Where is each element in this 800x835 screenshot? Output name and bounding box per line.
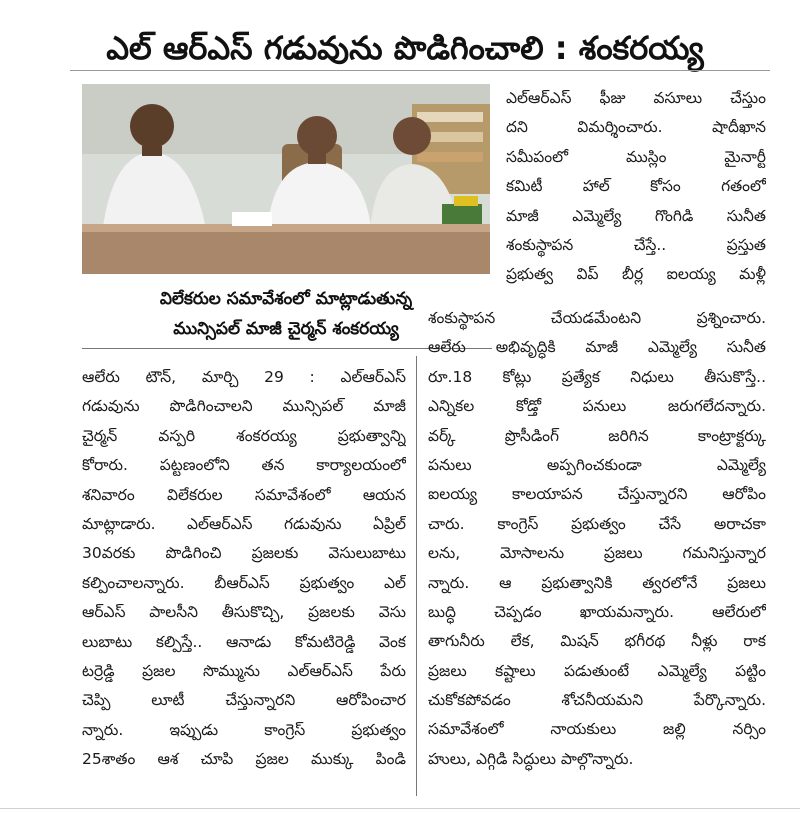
caption-line: విలేకరుల సమావేశంలో మాట్లాడుతున్న bbox=[159, 289, 413, 309]
body-line: చైర్మన్ వస్పరి శంకరయ్య ప్రభుత్వాన్ని bbox=[82, 426, 406, 445]
body-line: 30వరకు పొడిగించి ప్రజలకు వెసులుబాటు bbox=[82, 544, 406, 563]
column-divider bbox=[416, 356, 417, 796]
page-bottom-divider bbox=[0, 808, 800, 809]
body-line: ప్రజలు కష్టాలు పడుతుంటే ఎమ్మెల్యే పట్టిం bbox=[428, 661, 766, 680]
article-column-left bbox=[82, 363, 406, 774]
body-line: ఆలేరు టౌన్, మార్చి 29 : ఎల్ఆర్ఎస్ bbox=[82, 368, 406, 386]
body-line: పనులు అప్పగించకుండా ఎమ్మెల్యే bbox=[428, 455, 766, 474]
body-line: న్నారు. ఆ ప్రభుత్వానికి త్వరలోనే ప్రజలు bbox=[428, 573, 766, 592]
body-line: చుకోకపోవడం శోచనీయమని పేర్కొన్నారు. bbox=[428, 691, 766, 710]
body-line: న్నారు. ఇప్పుడు కాంగ్రెస్ ప్రభుత్వం bbox=[82, 720, 406, 739]
body-line: రూ.18 కోట్లు ప్రత్యేక నిధులు తీసుకొస్తే.. bbox=[428, 367, 766, 386]
body-line: ఆలేరు అభివృద్ధికి మాజీ ఎమ్మెల్యే సునీత bbox=[428, 338, 766, 357]
body-line: సమావేశంలో నాయకులు జల్లి నర్సిం bbox=[428, 720, 766, 739]
body-line: ఐలయ్య కాలయాపన చేస్తున్నారని ఆరోపిం bbox=[428, 485, 766, 504]
body-line: చెప్పి లూటీ చేస్తున్నారని ఆరోపించార bbox=[82, 691, 406, 710]
body-line: ఎల్ఆర్ఎస్ ఫీజు వసూలు చేస్తుం bbox=[506, 89, 766, 107]
body-line: దని విమర్శించారు. షాదీఖాన bbox=[506, 118, 766, 137]
body-line: వర్క్ ప్రొసీడింగ్ జరిగిన కాంట్రాక్టర్కు bbox=[428, 426, 766, 445]
body-line: టర్రెడ్డి ప్రజల సొమ్మును ఎల్ఆర్ఎస్ పేరు bbox=[82, 661, 406, 680]
body-line: శంకుస్థాపన చేయడమేంటని ప్రశ్నించారు. bbox=[428, 309, 766, 327]
article-column-right-top bbox=[506, 84, 766, 290]
headline: ఎల్ ఆర్ఎస్ గడువును పొడిగించాలి : శంకరయ్య bbox=[106, 29, 704, 67]
body-line: చారు. కాంగ్రెస్ ప్రభుత్వం చేసే అరాచకా bbox=[428, 514, 766, 533]
body-line: హులు, ఎగ్గిడి సిద్ధులు పాల్గొన్నారు. bbox=[428, 749, 634, 768]
body-line: ఎన్నికల కోడ్తో పనులు జరుగలేదన్నారు. bbox=[428, 397, 766, 416]
body-line: కమిటీ హాల్ కోసం గతంలో bbox=[506, 177, 766, 196]
body-line: గడువును పొడిగించాలని మున్సిపల్ మాజీ bbox=[82, 397, 406, 416]
body-line: లుబాటు కల్పిస్తే.. ఆనాడు కోమటిరెడ్డి వెంక bbox=[82, 632, 406, 651]
body-line: కోరారు. పట్టణంలోని తన కార్యాలయంలో bbox=[82, 456, 406, 475]
caption-line: మున్సిపల్ మాజీ చైర్మన్ శంకరయ్య bbox=[173, 319, 399, 339]
article-column-right bbox=[428, 304, 766, 774]
body-line: శనివారం విలేకరుల సమావేశంలో ఆయన bbox=[82, 485, 406, 504]
news-photo bbox=[82, 84, 490, 274]
body-line: బుద్ధి చెప్పడం ఖాయమన్నారు. ఆలేరులో bbox=[428, 602, 766, 621]
body-line: ప్రభుత్వ విప్ బీర్ల ఐలయ్య మళ్లీ bbox=[506, 265, 766, 284]
body-line: తాగునీరు లేక, మిషన్ భగీరథ నీళ్లు రాక bbox=[428, 632, 766, 651]
body-line: మాట్లాడారు. ఎల్ఆర్ఎస్ గడువును ఏప్రిల్ bbox=[82, 514, 406, 533]
body-line: ఆర్ఎస్ పాలసీని తీసుకొచ్చి, ప్రజలకు వెసు bbox=[82, 603, 406, 622]
headline-divider bbox=[70, 70, 770, 71]
body-line: సమీపంలో ముస్లిం మైనార్టీ bbox=[506, 147, 766, 166]
body-line: లను, మోసాలను ప్రజలు గమనిస్తున్నార bbox=[428, 544, 766, 563]
body-line: కల్పించాలన్నారు. బీఆర్ఎస్ ప్రభుత్వం ఎల్ bbox=[82, 573, 406, 592]
body-line: శంకుస్థాపన చేస్తే.. ప్రస్తుత bbox=[506, 235, 766, 254]
body-line: మాజీ ఎమ్మెల్యే గొంగిడి సునీత bbox=[506, 206, 766, 225]
body-line: 25శాతం ఆశ చూపి ప్రజల ముక్కు పిండి bbox=[82, 750, 406, 769]
